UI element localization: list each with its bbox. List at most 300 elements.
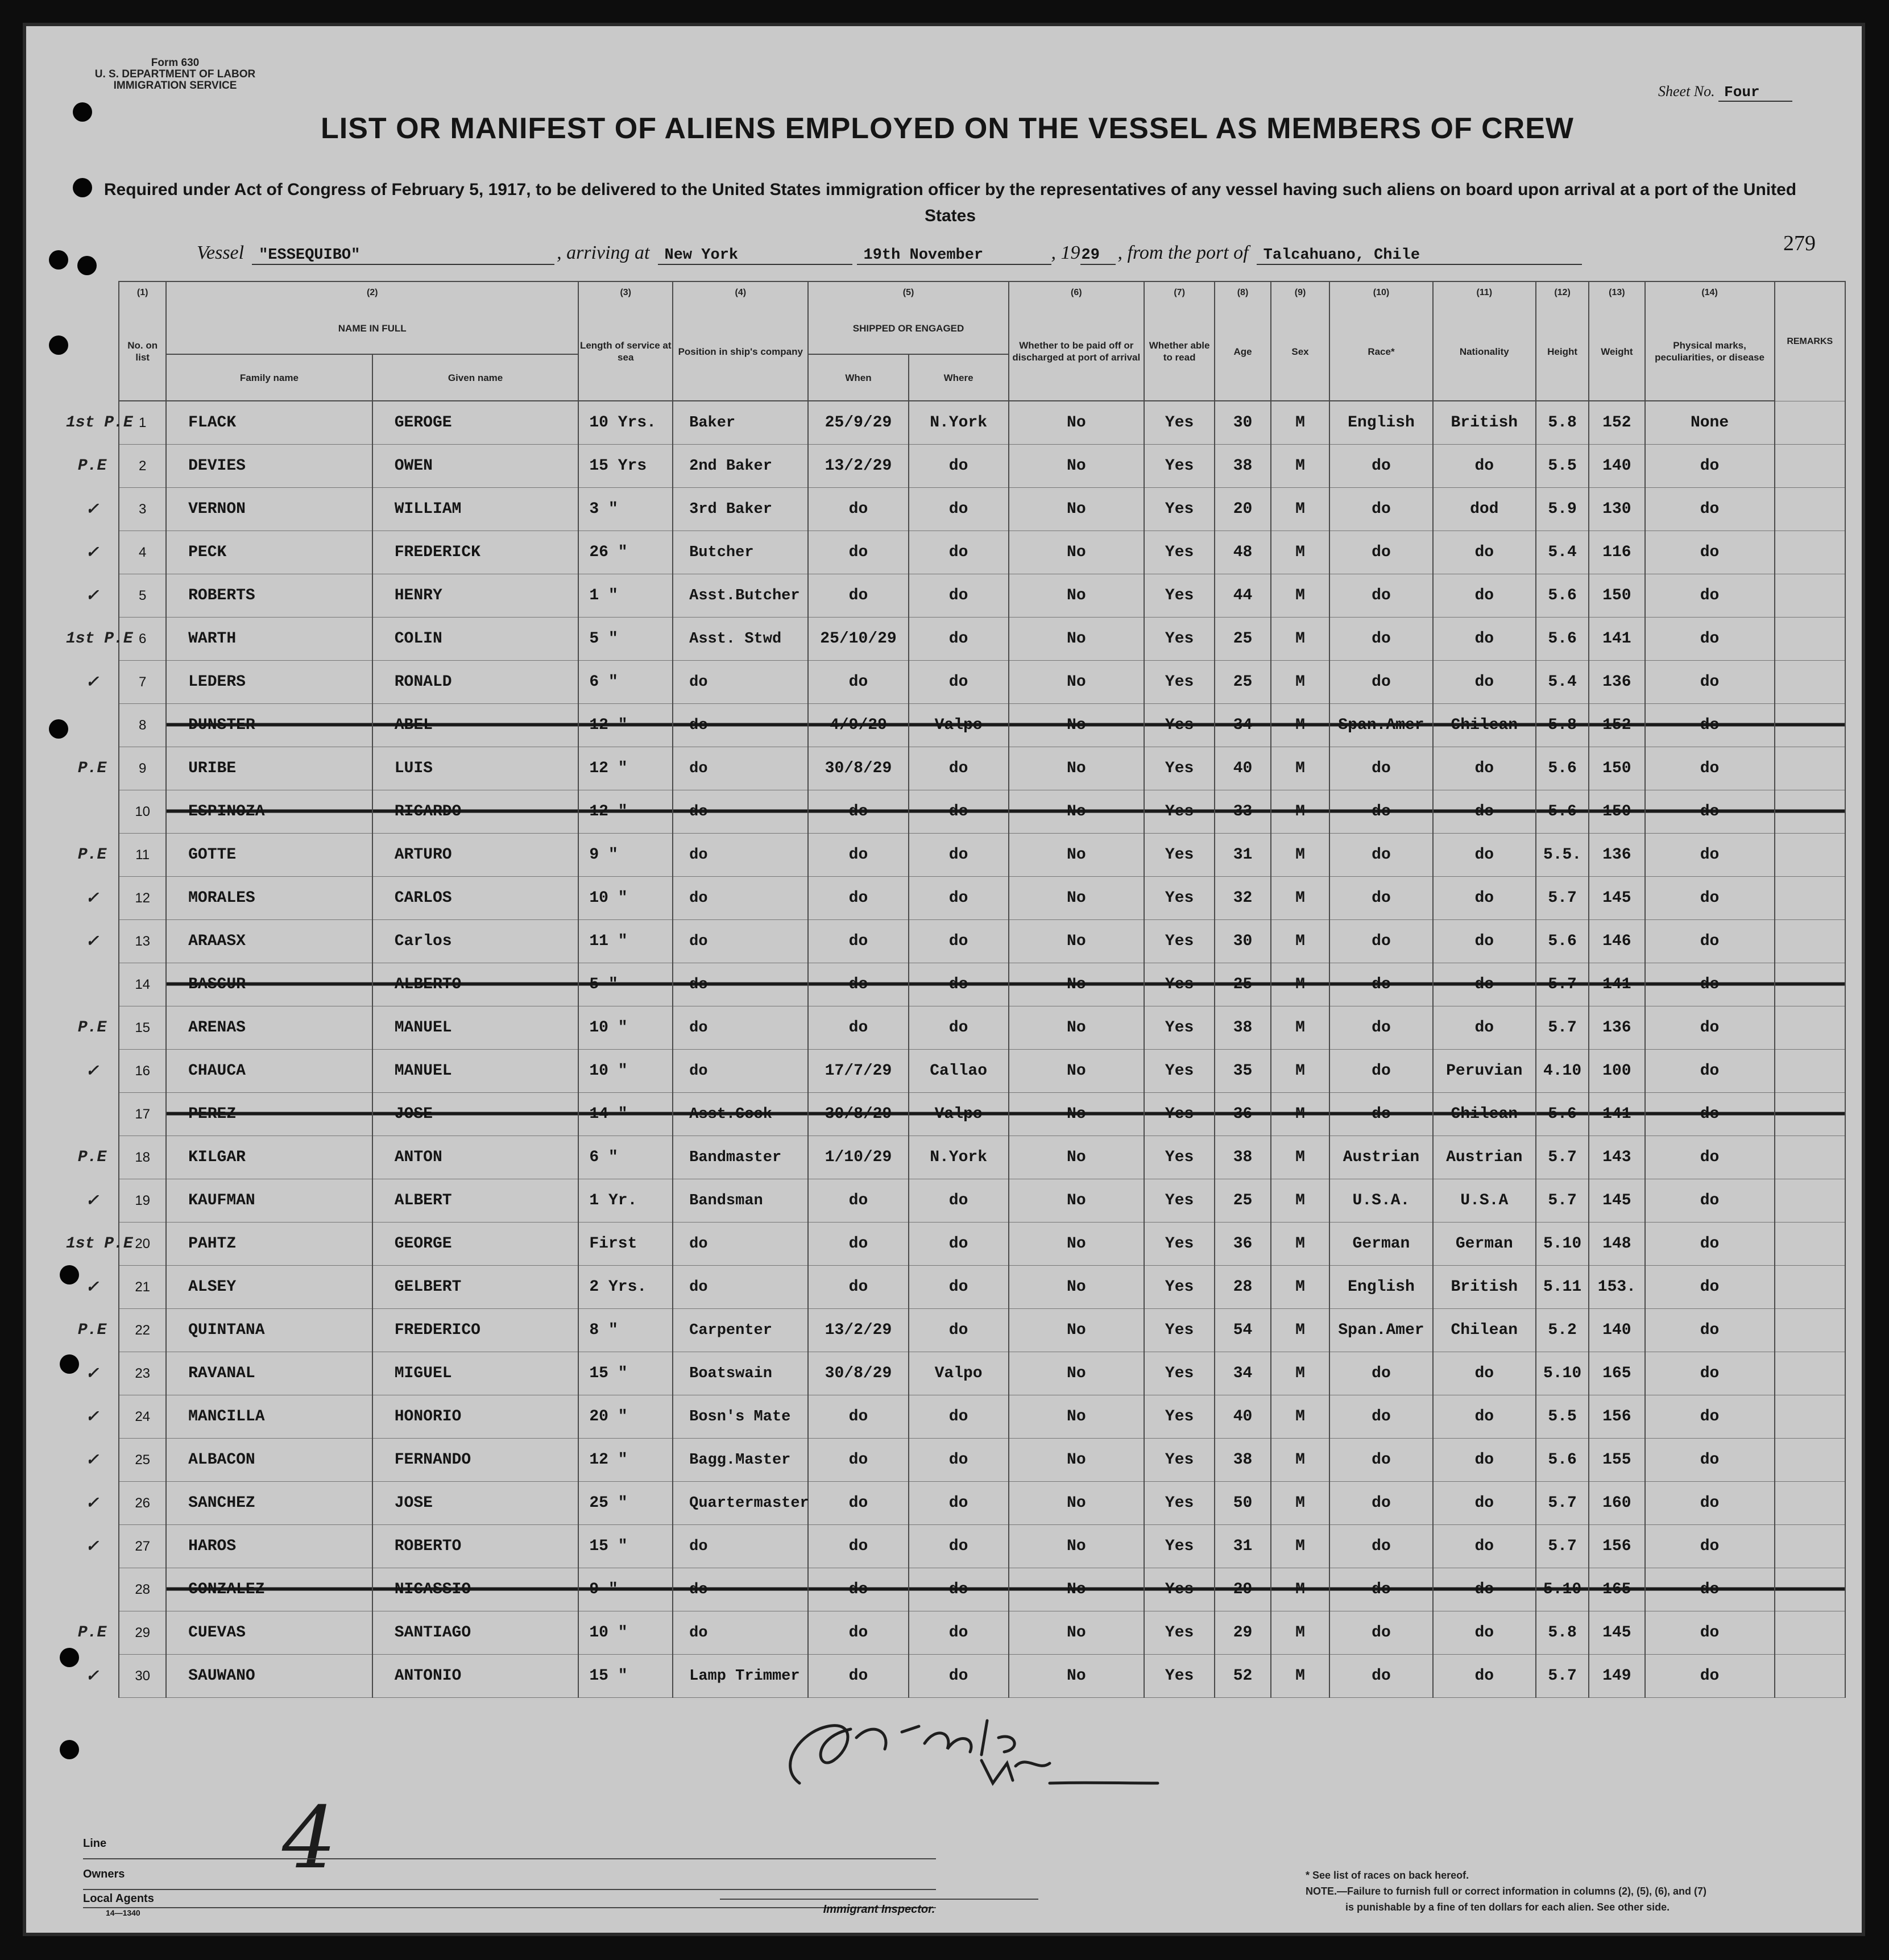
sex-cell: M: [1271, 1439, 1330, 1482]
sex-cell: M: [1271, 790, 1330, 834]
sex-cell: M: [1271, 877, 1330, 920]
age-cell: 25: [1215, 618, 1270, 661]
length-of-service-cell: First: [578, 1223, 673, 1266]
given-name-cell: GELBERT: [372, 1266, 579, 1309]
physical-marks-cell: do: [1645, 445, 1775, 488]
able-to-read-cell: Yes: [1144, 401, 1215, 445]
paid-off-cell: No: [1009, 834, 1144, 877]
shipped-when-cell: 17/7/29: [808, 1050, 908, 1093]
able-to-read-cell: Yes: [1144, 1482, 1215, 1525]
nationality-cell: do: [1433, 1568, 1536, 1611]
able-to-read-cell: Yes: [1144, 618, 1215, 661]
given-name-cell: FREDERICK: [372, 531, 579, 574]
able-to-read-cell: Yes: [1144, 1136, 1215, 1179]
header-given-name: Given name: [372, 354, 579, 401]
shipped-when-cell: 30/8/29: [808, 1093, 908, 1136]
weight-cell: 165: [1589, 1568, 1644, 1611]
col-num-12: (12): [1536, 281, 1589, 303]
height-cell: 5.7: [1536, 1655, 1589, 1698]
list-number-cell: 3: [119, 488, 166, 531]
col-num-4: (4): [673, 281, 808, 303]
family-name-cell: BASCUR: [166, 963, 372, 1006]
height-cell: 5.6: [1536, 1439, 1589, 1482]
remarks-cell: [1775, 1568, 1845, 1611]
vessel-line: [197, 242, 1582, 265]
crew-row: [66, 920, 1845, 963]
remarks-cell: [1775, 1352, 1845, 1395]
race-cell: do: [1329, 661, 1432, 704]
shipped-where-cell: do: [909, 920, 1009, 963]
punch-hole: [49, 335, 68, 355]
handwritten-number: 4: [282, 1789, 337, 1888]
length-of-service-cell: 8 ": [578, 1309, 673, 1352]
able-to-read-cell: Yes: [1144, 920, 1215, 963]
physical-marks-cell: do: [1645, 834, 1775, 877]
list-number-cell: 25: [119, 1439, 166, 1482]
family-name-cell: SAUWANO: [166, 1655, 372, 1698]
remarks-cell: [1775, 1136, 1845, 1179]
paid-off-cell: No: [1009, 1568, 1144, 1611]
physical-marks-cell: do: [1645, 1179, 1775, 1223]
physical-marks-cell: do: [1645, 1050, 1775, 1093]
list-number-cell: 29: [119, 1611, 166, 1655]
shipped-when-cell: do: [808, 488, 908, 531]
family-name-cell: FLACK: [166, 401, 372, 445]
punch-hole: [60, 1740, 79, 1759]
family-name-cell: PECK: [166, 531, 372, 574]
punch-hole: [49, 250, 68, 270]
family-name-cell: CHAUCA: [166, 1050, 372, 1093]
nationality-cell: do: [1433, 1655, 1536, 1698]
length-of-service-cell: 6 ": [578, 661, 673, 704]
header-length-of-service: Length of service at sea: [578, 303, 673, 401]
arriving-label: , arriving at: [557, 242, 650, 263]
family-name-cell: DEVIES: [166, 445, 372, 488]
age-cell: 48: [1215, 531, 1270, 574]
physical-marks-cell: None: [1645, 401, 1775, 445]
crew-row: [66, 445, 1845, 488]
document-number: 279: [1783, 231, 1816, 255]
weight-cell: 148: [1589, 1223, 1644, 1266]
race-cell: do: [1329, 1006, 1432, 1050]
remarks-cell: [1775, 1309, 1845, 1352]
remarks-cell: [1775, 574, 1845, 618]
shipped-when-cell: do: [808, 661, 908, 704]
vessel-label: Vessel: [197, 242, 245, 263]
sex-cell: M: [1271, 1352, 1330, 1395]
shipped-when-cell: do: [808, 531, 908, 574]
able-to-read-cell: Yes: [1144, 834, 1215, 877]
able-to-read-cell: Yes: [1144, 1179, 1215, 1223]
height-cell: 5.5: [1536, 1395, 1589, 1439]
col-num-10: (10): [1329, 281, 1432, 303]
family-name-cell: KILGAR: [166, 1136, 372, 1179]
remarks-cell: [1775, 1050, 1845, 1093]
remarks-cell: [1775, 401, 1845, 445]
document-title: LIST OR MANIFEST OF ALIENS EMPLOYED ON THE VESSEL AS MEMBERS OF CREW: [321, 112, 1574, 145]
nationality-cell: do: [1433, 1525, 1536, 1568]
margin-mark-cell: P.E: [66, 1611, 119, 1655]
shipped-where-cell: do: [909, 1482, 1009, 1525]
shipped-when-cell: 30/8/29: [808, 747, 908, 790]
race-cell: do: [1329, 1525, 1432, 1568]
list-number-cell: 19: [119, 1179, 166, 1223]
able-to-read-cell: Yes: [1144, 661, 1215, 704]
race-cell: Span.Amer: [1329, 1309, 1432, 1352]
physical-marks-cell: do: [1645, 747, 1775, 790]
margin-mark-cell: P.E: [66, 834, 119, 877]
height-cell: 5.7: [1536, 1525, 1589, 1568]
weight-cell: 156: [1589, 1525, 1644, 1568]
sex-cell: M: [1271, 1093, 1330, 1136]
crew-rows: [66, 401, 1845, 1698]
sex-cell: M: [1271, 920, 1330, 963]
paid-off-cell: No: [1009, 1439, 1144, 1482]
sex-cell: M: [1271, 704, 1330, 747]
race-cell: do: [1329, 834, 1432, 877]
weight-cell: 140: [1589, 1309, 1644, 1352]
shipped-where-cell: do: [909, 1568, 1009, 1611]
age-cell: 52: [1215, 1655, 1270, 1698]
height-cell: 5.10: [1536, 1352, 1589, 1395]
shipped-when-cell: do: [808, 877, 908, 920]
list-number-cell: 10: [119, 790, 166, 834]
header-race: Race*: [1329, 303, 1432, 401]
given-name-cell: ARTURO: [372, 834, 579, 877]
weight-cell: 145: [1589, 1611, 1644, 1655]
age-cell: 25: [1215, 1179, 1270, 1223]
race-cell: English: [1329, 401, 1432, 445]
weight-cell: 165: [1589, 1352, 1644, 1395]
crew-row: [66, 963, 1845, 1006]
position-cell: do: [673, 963, 808, 1006]
nationality-cell: do: [1433, 574, 1536, 618]
family-name-cell: MANCILLA: [166, 1395, 372, 1439]
remarks-cell: [1775, 834, 1845, 877]
shipped-where-cell: do: [909, 661, 1009, 704]
paid-off-cell: No: [1009, 1309, 1144, 1352]
nationality-cell: German: [1433, 1223, 1536, 1266]
col-num-8: (8): [1215, 281, 1270, 303]
length-of-service-cell: 12 ": [578, 704, 673, 747]
able-to-read-cell: Yes: [1144, 1439, 1215, 1482]
age-cell: 34: [1215, 1352, 1270, 1395]
position-cell: Asst.Cook: [673, 1093, 808, 1136]
sex-cell: M: [1271, 1525, 1330, 1568]
col-num-2: (2): [166, 281, 578, 303]
list-number-cell: 13: [119, 920, 166, 963]
margin-mark-cell: [66, 1568, 119, 1611]
physical-marks-cell: do: [1645, 1309, 1775, 1352]
length-of-service-cell: 6 ": [578, 1136, 673, 1179]
form-identifier: [90, 57, 260, 92]
family-name-cell: VERNON: [166, 488, 372, 531]
crew-row: [66, 401, 1845, 445]
margin-mark-cell: P.E: [66, 747, 119, 790]
given-name-cell: RONALD: [372, 661, 579, 704]
height-cell: 5.6: [1536, 747, 1589, 790]
sex-cell: M: [1271, 963, 1330, 1006]
physical-marks-cell: do: [1645, 1006, 1775, 1050]
crew-row: [66, 1179, 1845, 1223]
sex-cell: M: [1271, 834, 1330, 877]
race-cell: German: [1329, 1223, 1432, 1266]
paid-off-cell: No: [1009, 1223, 1144, 1266]
physical-marks-cell: do: [1645, 877, 1775, 920]
position-cell: do: [673, 661, 808, 704]
race-cell: U.S.A.: [1329, 1179, 1432, 1223]
physical-marks-cell: do: [1645, 1395, 1775, 1439]
physical-marks-cell: do: [1645, 963, 1775, 1006]
physical-marks-cell: do: [1645, 1482, 1775, 1525]
paid-off-cell: No: [1009, 1179, 1144, 1223]
sex-cell: M: [1271, 1179, 1330, 1223]
position-cell: do: [673, 1223, 808, 1266]
shipped-when-cell: 4/9/29: [808, 704, 908, 747]
crew-manifest-table: [66, 281, 1846, 1698]
header-family-name: Family name: [166, 354, 372, 401]
shipped-when-cell: do: [808, 574, 908, 618]
sex-cell: M: [1271, 1611, 1330, 1655]
position-cell: do: [673, 920, 808, 963]
paid-off-cell: No: [1009, 1611, 1144, 1655]
weight-cell: 152: [1589, 401, 1644, 445]
shipped-where-cell: do: [909, 1439, 1009, 1482]
paid-off-cell: No: [1009, 1395, 1144, 1439]
list-number-cell: 20: [119, 1223, 166, 1266]
margin-mark-cell: ✓: [66, 1439, 119, 1482]
margin-mark-cell: 1st P.E: [66, 618, 119, 661]
weight-cell: 141: [1589, 963, 1644, 1006]
position-cell: Butcher: [673, 531, 808, 574]
list-number-cell: 17: [119, 1093, 166, 1136]
age-cell: 25: [1215, 661, 1270, 704]
race-cell: Span.Amer: [1329, 704, 1432, 747]
nationality-cell: Peruvian: [1433, 1050, 1536, 1093]
shipped-where-cell: do: [909, 531, 1009, 574]
col-num-3: (3): [578, 281, 673, 303]
age-cell: 54: [1215, 1309, 1270, 1352]
race-cell: do: [1329, 1568, 1432, 1611]
paid-off-cell: No: [1009, 1266, 1144, 1309]
paid-off-cell: No: [1009, 1136, 1144, 1179]
physical-marks-cell: do: [1645, 488, 1775, 531]
sex-cell: M: [1271, 1395, 1330, 1439]
able-to-read-cell: Yes: [1144, 1006, 1215, 1050]
punch-hole: [60, 1265, 79, 1284]
family-name-cell: RAVANAL: [166, 1352, 372, 1395]
height-cell: 5.6: [1536, 1093, 1589, 1136]
given-name-cell: GEORGE: [372, 1223, 579, 1266]
crew-row: [66, 1395, 1845, 1439]
paid-off-cell: No: [1009, 661, 1144, 704]
shipped-where-cell: do: [909, 1266, 1009, 1309]
position-cell: do: [673, 790, 808, 834]
given-name-cell: HONORIO: [372, 1395, 579, 1439]
race-note: * See list of races on back hereof.: [1306, 1870, 1469, 1881]
shipped-when-cell: do: [808, 1482, 908, 1525]
remarks-cell: [1775, 1266, 1845, 1309]
shipped-when-cell: 25/10/29: [808, 618, 908, 661]
sex-cell: M: [1271, 1309, 1330, 1352]
physical-marks-cell: do: [1645, 1352, 1775, 1395]
family-name-cell: GONZALEZ: [166, 1568, 372, 1611]
race-cell: do: [1329, 618, 1432, 661]
family-name-cell: ARENAS: [166, 1006, 372, 1050]
paid-off-cell: No: [1009, 1093, 1144, 1136]
weight-cell: 145: [1589, 1179, 1644, 1223]
given-name-cell: FREDERICO: [372, 1309, 579, 1352]
shipped-when-cell: 30/8/29: [808, 1352, 908, 1395]
given-name-cell: RICARDO: [372, 790, 579, 834]
height-cell: 5.6: [1536, 618, 1589, 661]
physical-marks-cell: do: [1645, 1655, 1775, 1698]
shipped-where-cell: do: [909, 1006, 1009, 1050]
crew-row: [66, 1266, 1845, 1309]
remarks-cell: [1775, 1655, 1845, 1698]
crew-row: [66, 1525, 1845, 1568]
header-sex: Sex: [1271, 303, 1330, 401]
list-number-cell: 24: [119, 1395, 166, 1439]
nationality-cell: do: [1433, 1482, 1536, 1525]
shipped-where-cell: do: [909, 1309, 1009, 1352]
age-cell: 29: [1215, 1568, 1270, 1611]
paid-off-cell: No: [1009, 618, 1144, 661]
margin-mark-cell: 1st P.E: [66, 401, 119, 445]
length-of-service-cell: 1 Yr.: [578, 1179, 673, 1223]
family-name-cell: QUINTANA: [166, 1309, 372, 1352]
age-cell: 25: [1215, 963, 1270, 1006]
able-to-read-cell: Yes: [1144, 1611, 1215, 1655]
margin-mark-cell: [66, 790, 119, 834]
immigrant-inspector-label: Immigrant Inspector.: [720, 1899, 1038, 1916]
able-to-read-cell: Yes: [1144, 488, 1215, 531]
nationality-cell: do: [1433, 1395, 1536, 1439]
family-name-cell: GOTTE: [166, 834, 372, 877]
height-cell: 5.10: [1536, 1568, 1589, 1611]
header-able-to-read: Whether able to read: [1144, 303, 1215, 401]
race-cell: do: [1329, 445, 1432, 488]
given-name-cell: COLIN: [372, 618, 579, 661]
header-when: When: [808, 354, 908, 401]
able-to-read-cell: Yes: [1144, 747, 1215, 790]
list-number-cell: 26: [119, 1482, 166, 1525]
nationality-cell: do: [1433, 618, 1536, 661]
race-cell: do: [1329, 877, 1432, 920]
weight-cell: 100: [1589, 1050, 1644, 1093]
sex-cell: M: [1271, 488, 1330, 531]
age-cell: 36: [1215, 1223, 1270, 1266]
remarks-cell: [1775, 445, 1845, 488]
margin-mark-cell: ✓: [66, 531, 119, 574]
local-agents-label: Local Agents: [83, 1890, 936, 1908]
col-num-13: (13): [1589, 281, 1644, 303]
penalty-note-2: is punishable by a fine of ten dollars for each alien. See other side.: [1345, 1901, 1670, 1913]
margin-mark-cell: ✓: [66, 1179, 119, 1223]
length-of-service-cell: 10 ": [578, 1006, 673, 1050]
age-cell: 31: [1215, 1525, 1270, 1568]
physical-marks-cell: do: [1645, 1093, 1775, 1136]
age-cell: 31: [1215, 834, 1270, 877]
crew-row: [66, 1655, 1845, 1698]
length-of-service-cell: 10 ": [578, 1050, 673, 1093]
height-cell: 5.2: [1536, 1309, 1589, 1352]
sex-cell: M: [1271, 401, 1330, 445]
family-name-cell: KAUFMAN: [166, 1179, 372, 1223]
weight-cell: 150: [1589, 574, 1644, 618]
shipped-when-cell: do: [808, 1655, 908, 1698]
shipped-where-cell: do: [909, 877, 1009, 920]
header-physical-marks: Physical marks, peculiarities, or disease: [1645, 303, 1775, 401]
height-cell: 5.8: [1536, 1611, 1589, 1655]
given-name-cell: CARLOS: [372, 877, 579, 920]
given-name-cell: MANUEL: [372, 1050, 579, 1093]
physical-marks-cell: do: [1645, 574, 1775, 618]
sheet-number: [1658, 83, 1792, 102]
family-name-cell: HAROS: [166, 1525, 372, 1568]
margin-mark-cell: ✓: [66, 574, 119, 618]
height-cell: 5.7: [1536, 1482, 1589, 1525]
age-cell: 29: [1215, 1611, 1270, 1655]
height-cell: 5.8: [1536, 704, 1589, 747]
remarks-header: REMARKS: [1775, 281, 1845, 401]
length-of-service-cell: 25 ": [578, 1482, 673, 1525]
given-name-cell: ANTONIO: [372, 1655, 579, 1698]
paid-off-cell: No: [1009, 920, 1144, 963]
race-cell: do: [1329, 1482, 1432, 1525]
arrival-date: 19th November: [857, 247, 1051, 265]
list-number-cell: 28: [119, 1568, 166, 1611]
given-name-cell: HENRY: [372, 574, 579, 618]
able-to-read-cell: Yes: [1144, 1568, 1215, 1611]
shipped-where-cell: do: [909, 1179, 1009, 1223]
weight-cell: 141: [1589, 1093, 1644, 1136]
shipped-where-cell: do: [909, 747, 1009, 790]
position-cell: Boatswain: [673, 1352, 808, 1395]
able-to-read-cell: Yes: [1144, 1309, 1215, 1352]
shipped-when-cell: do: [808, 1266, 908, 1309]
nationality-cell: Chilean: [1433, 1309, 1536, 1352]
nationality-cell: British: [1433, 1266, 1536, 1309]
able-to-read-cell: Yes: [1144, 574, 1215, 618]
paid-off-cell: No: [1009, 531, 1144, 574]
margin-mark-cell: ✓: [66, 1525, 119, 1568]
length-of-service-cell: 9 ": [578, 834, 673, 877]
owners-label: Owners: [83, 1859, 936, 1890]
remarks-cell: [1775, 1439, 1845, 1482]
paid-off-cell: No: [1009, 1655, 1144, 1698]
crew-row: [66, 1223, 1845, 1266]
race-cell: do: [1329, 790, 1432, 834]
position-cell: Bandsman: [673, 1179, 808, 1223]
physical-marks-cell: do: [1645, 1223, 1775, 1266]
shipped-when-cell: do: [808, 1223, 908, 1266]
position-cell: Carpenter: [673, 1309, 808, 1352]
age-cell: 38: [1215, 1439, 1270, 1482]
able-to-read-cell: Yes: [1144, 1655, 1215, 1698]
position-cell: Bandmaster: [673, 1136, 808, 1179]
crew-row: [66, 574, 1845, 618]
header-name-in-full: NAME IN FULL: [166, 303, 578, 354]
remarks-cell: [1775, 1006, 1845, 1050]
shipped-where-cell: do: [909, 1223, 1009, 1266]
nationality-cell: do: [1433, 1439, 1536, 1482]
height-cell: 5.6: [1536, 920, 1589, 963]
age-cell: 50: [1215, 1482, 1270, 1525]
length-of-service-cell: 10 ": [578, 1611, 673, 1655]
nationality-cell: Austrian: [1433, 1136, 1536, 1179]
weight-cell: 145: [1589, 877, 1644, 920]
